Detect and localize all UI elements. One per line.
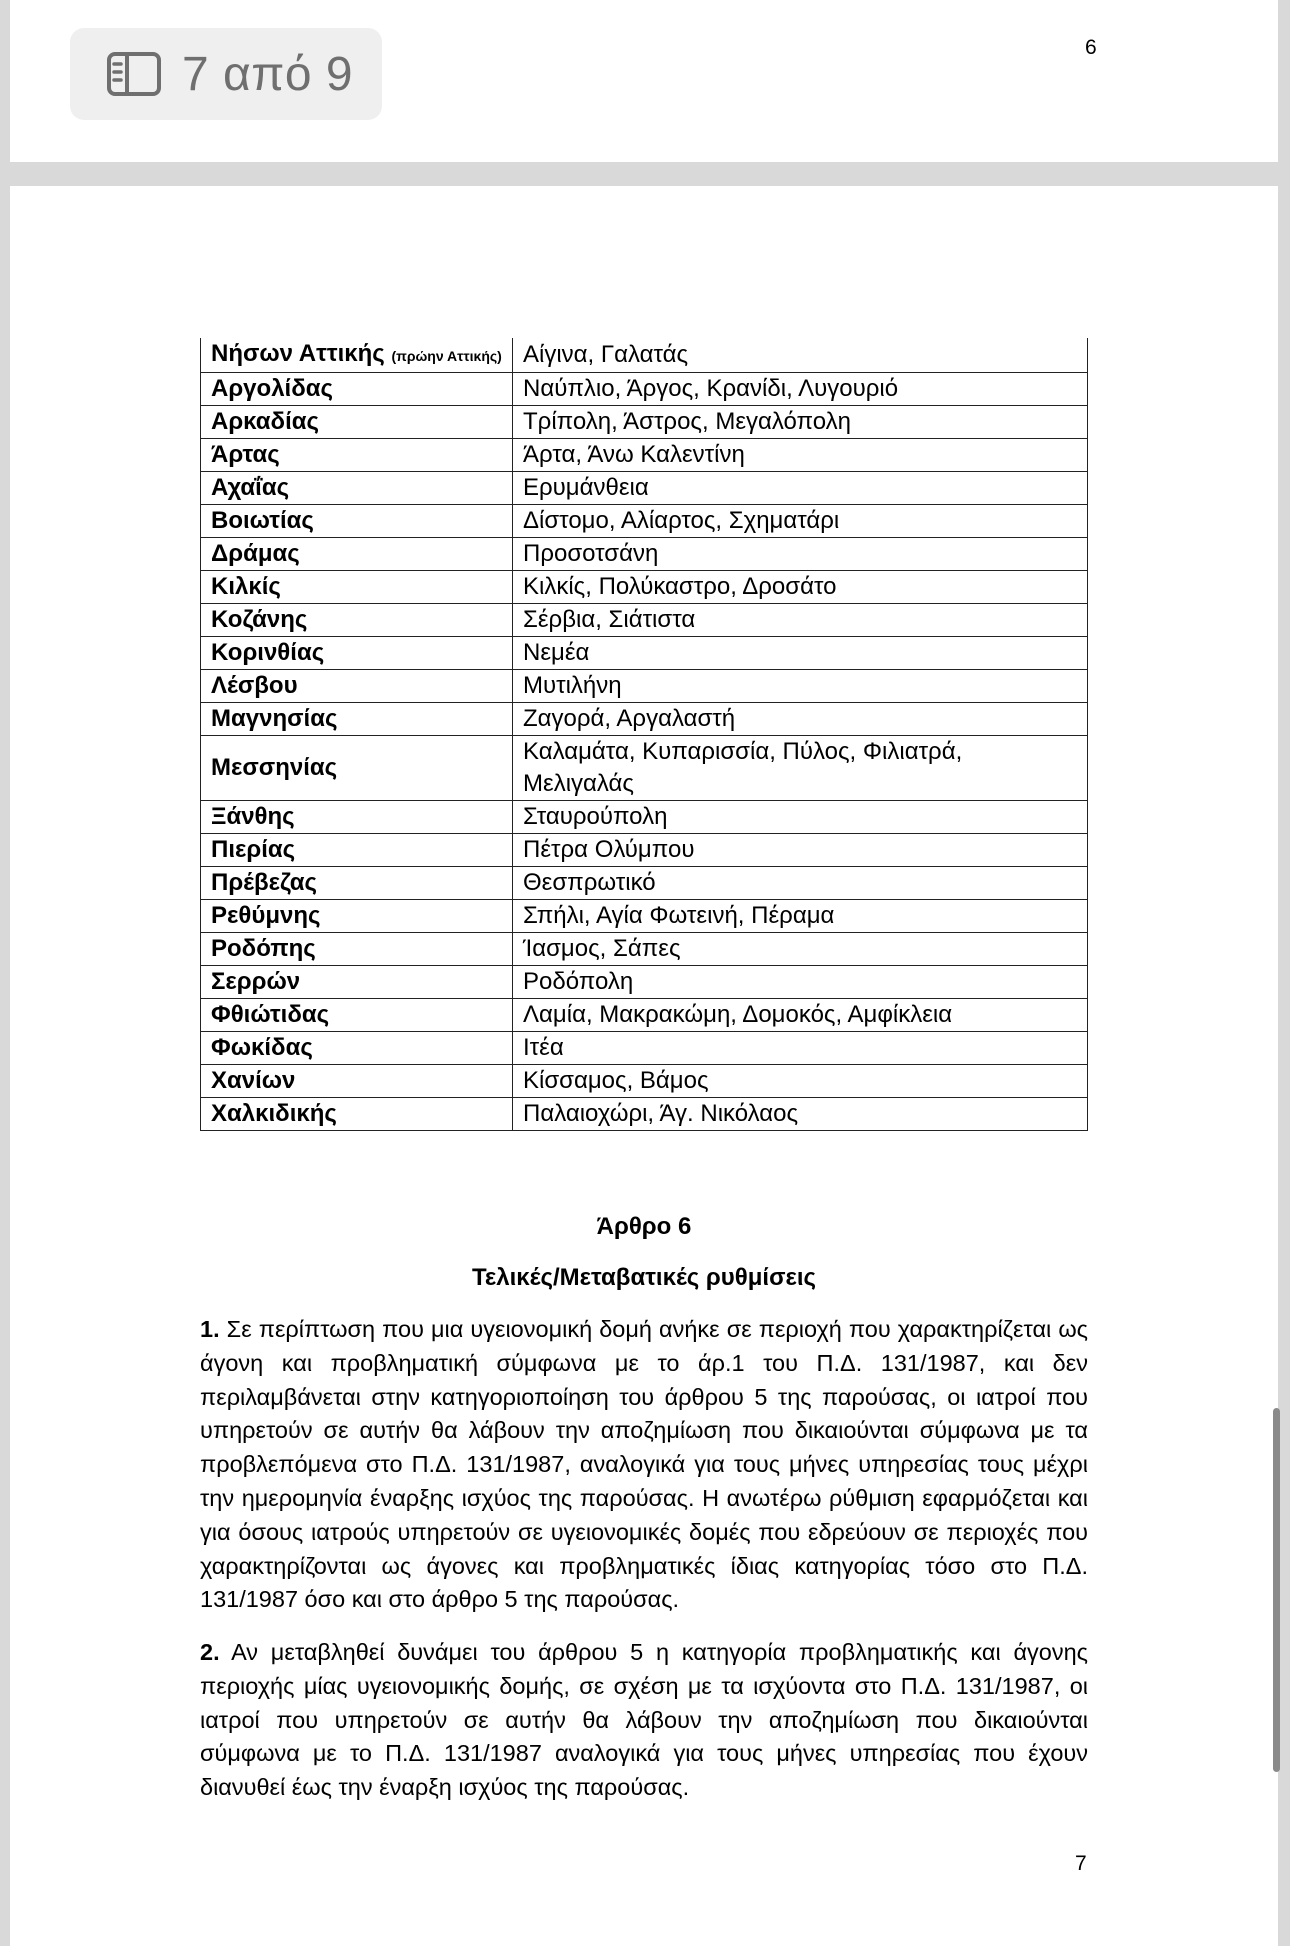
table-row [201, 1032, 1088, 1065]
previous-page [10, 0, 1278, 162]
region-cell [201, 604, 513, 637]
page-number: 7 [1075, 1852, 1087, 1875]
region-cell [201, 999, 513, 1032]
article-paragraph [200, 1313, 1088, 1617]
table-row [201, 999, 1088, 1032]
region-name: Μαγνησίας [211, 705, 338, 732]
region-name: Φωκίδας [211, 1034, 313, 1061]
table-row [201, 834, 1088, 867]
region-note: (πρώην Αττικής) [391, 348, 502, 364]
paragraph-text: Σε περίπτωση που μια υγειονομική δομή ανήκε σε περιοχή που χαρακτηρίζεται ως άγονη και προβληματική σύμφωνα με το άρ.1 του Π.Δ. 131/1987, και δεν περιλαμβάνεται στην κατηγοριοποίηση του άρθρου 5 της παρούσας, οι ιατροί που υπηρετούν σε αυτήν θα λάβουν την αποζημίωση που δικαιούνται σύμφωνα με τα προβλεπόμενα στο Π.Δ. 131/1987, αναλογικά για τους μήνες υπηρεσίας τους μέχρι την ημερομηνία έναρξης ισχύος της παρούσας. Η ανωτέρω ρύθμιση εφαρμόζεται και για όσους ιατρούς υπηρετούν σε υγειονομικές δομές που εδρεύουν σε περιοχές που χαρακτηρίζονται ως άγονες και προβληματικές ίδιας κατηγορίας τόσο στο Π.Δ. 131/1987 όσο και στο άρθρο 5 της παρούσας. [200, 1316, 1089, 1613]
paragraph-number: 2. [200, 1639, 220, 1665]
region-cell [201, 900, 513, 933]
table-row [201, 670, 1088, 703]
table-row [201, 571, 1088, 604]
towns-cell: Προσοτσάνη [513, 538, 1088, 571]
table-row [201, 604, 1088, 637]
table-row [201, 867, 1088, 900]
region-cell [201, 338, 513, 373]
region-name: Ροδόπης [211, 935, 316, 962]
page-counter-label: 7 από 9 [182, 47, 354, 101]
towns-cell: Λαμία, Μακρακώμη, Δομοκός, Αμφίκλεια [513, 999, 1088, 1032]
region-name: Πιερίας [211, 836, 296, 863]
towns-cell: Κιλκίς, Πολύκαστρο, Δροσάτο [513, 571, 1088, 604]
towns-cell: Καλαμάτα, Κυπαρισσία, Πύλος, Φιλιατρά, Μελιγαλάς [513, 736, 1088, 801]
towns-cell: Ιτέα [513, 1032, 1088, 1065]
region-name: Χαλκιδικής [211, 1100, 337, 1127]
previous-page-number: 6 [1085, 36, 1097, 59]
region-name: Φθιώτιδας [211, 1001, 330, 1028]
region-cell [201, 439, 513, 472]
region-cell [201, 472, 513, 505]
article-heading: Άρθρο 6 [596, 1213, 692, 1240]
region-cell [201, 933, 513, 966]
region-name: Άρτας [211, 441, 280, 468]
region-name: Λέσβου [211, 672, 298, 699]
region-name: Νήσων Αττικής [211, 340, 385, 367]
table-row [201, 1098, 1088, 1131]
page-counter-button[interactable] [70, 28, 382, 120]
region-cell [201, 736, 513, 801]
table-row [201, 538, 1088, 571]
region-cell [201, 538, 513, 571]
towns-cell: Αίγινα, Γαλατάς [513, 338, 1088, 373]
region-cell [201, 406, 513, 439]
region-cell [201, 703, 513, 736]
region-name: Δράμας [211, 540, 300, 567]
towns-cell: Ερυμάνθεια [513, 472, 1088, 505]
table-row [201, 338, 1088, 373]
towns-cell: Άρτα, Άνω Καλεντίνη [513, 439, 1088, 472]
region-cell [201, 834, 513, 867]
region-name: Χανίων [211, 1067, 296, 1094]
scrollbar-thumb[interactable] [1273, 1408, 1280, 1772]
region-name: Ρεθύμνης [211, 902, 321, 929]
region-name: Κιλκίς [211, 573, 281, 600]
table-row [201, 703, 1088, 736]
region-cell [201, 571, 513, 604]
towns-cell: Δίστομο, Αλίαρτος, Σχηματάρι [513, 505, 1088, 538]
towns-cell: Ροδόπολη [513, 966, 1088, 999]
table-row [201, 472, 1088, 505]
table-row [201, 406, 1088, 439]
regions-table [200, 338, 1088, 1131]
table-row [201, 637, 1088, 670]
table-row [201, 966, 1088, 999]
region-cell [201, 1032, 513, 1065]
sidebar-panel-icon [106, 51, 162, 97]
region-name: Πρέβεζας [211, 869, 317, 896]
towns-cell: Κίσσαμος, Βάμος [513, 1065, 1088, 1098]
towns-cell: Ζαγορά, Αργαλαστή [513, 703, 1088, 736]
table-row [201, 1065, 1088, 1098]
region-name: Αργολίδας [211, 375, 333, 402]
region-cell [201, 1098, 513, 1131]
table-row [201, 505, 1088, 538]
region-cell [201, 670, 513, 703]
towns-cell: Σπήλι, Αγία Φωτεινή, Πέραμα [513, 900, 1088, 933]
towns-cell: Νεμέα [513, 637, 1088, 670]
paragraph-number: 1. [200, 1316, 220, 1342]
paragraph-text: Αν μεταβληθεί δυνάμει του άρθρου 5 η κατηγορία προβληματικής και άγονης περιοχής μίας υγειονομικής δομής, σε σχέση με τα ισχύοντα στο Π.Δ. 131/1987, οι ιατροί που υπηρετούν σε αυτήν θα λάβουν την αποζημίωση που δικαιούνται σύμφωνα με το Π.Δ. 131/1987 αναλογικά για τους μήνες υπηρεσίας που έχουν διανυθεί έως την έναρξη ισχύος της παρούσας. [200, 1639, 1088, 1801]
region-cell [201, 1065, 513, 1098]
region-name: Αρκαδίας [211, 408, 319, 435]
towns-cell: Μυτιλήνη [513, 670, 1088, 703]
article-subtitle: Τελικές/Μεταβατικές ρυθμίσεις [471, 1264, 817, 1291]
region-name: Αχαΐας [211, 474, 290, 501]
region-name: Κοζάνης [211, 606, 308, 633]
region-name: Μεσσηνίας [211, 754, 338, 781]
towns-cell: Ναύπλιο, Άργος, Κρανίδι, Λυγουριό [513, 373, 1088, 406]
table-row [201, 736, 1088, 801]
table-row [201, 900, 1088, 933]
towns-cell: Σταυρούπολη [513, 801, 1088, 834]
region-cell [201, 505, 513, 538]
towns-cell: Θεσπρωτικό [513, 867, 1088, 900]
table-row [201, 933, 1088, 966]
table-row [201, 373, 1088, 406]
region-cell [201, 867, 513, 900]
article-paragraph [200, 1636, 1088, 1805]
region-name: Σερρών [211, 968, 301, 995]
region-cell [201, 801, 513, 834]
towns-cell: Σέρβια, Σιάτιστα [513, 604, 1088, 637]
region-name: Βοιωτίας [211, 507, 314, 534]
towns-cell: Πέτρα Ολύμπου [513, 834, 1088, 867]
towns-cell: Παλαιοχώρι, Άγ. Νικόλαος [513, 1098, 1088, 1131]
table-row [201, 439, 1088, 472]
towns-cell: Τρίπολη, Άστρος, Μεγαλόπολη [513, 406, 1088, 439]
region-name: Κορινθίας [211, 639, 325, 666]
region-cell [201, 966, 513, 999]
region-name: Ξάνθης [211, 803, 295, 830]
towns-cell: Ίασμος, Σάπες [513, 933, 1088, 966]
table-row [201, 801, 1088, 834]
region-cell [201, 373, 513, 406]
region-cell [201, 637, 513, 670]
